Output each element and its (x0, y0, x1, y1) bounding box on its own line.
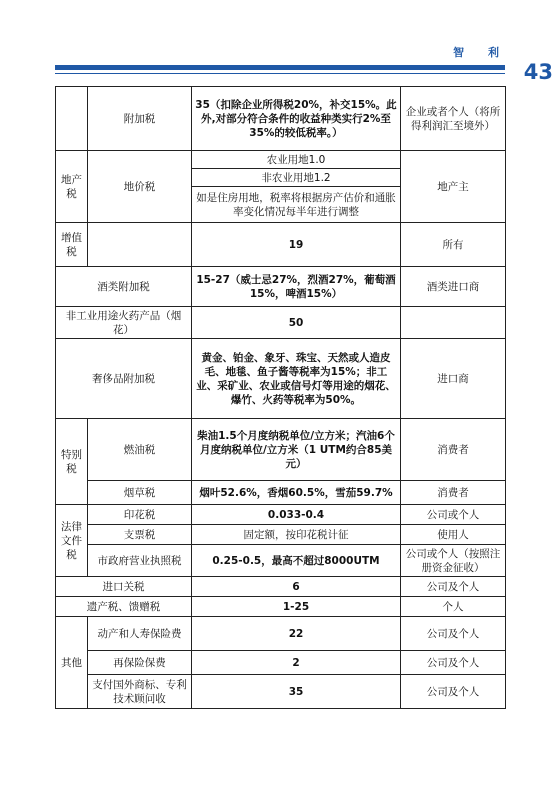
group-label-legal: 法律文件税 (56, 505, 88, 577)
table-row-land (56, 151, 506, 169)
tax-rate-land-agri: 农业用地1.0 (192, 151, 401, 169)
group-label-other: 其他 (56, 617, 88, 709)
tax-name-fuel: 燃油税 (88, 419, 192, 481)
tax-name-reinsurance: 再保险保费 (88, 651, 192, 675)
tax-name-liquor: 酒类附加税 (56, 267, 192, 307)
tax-rate-insurance: 22 (192, 617, 401, 651)
table-row-inherit (56, 597, 506, 617)
tax-name-stamp: 印花税 (88, 505, 192, 525)
tax-payer-insurance: 公司及个人 (401, 617, 506, 651)
page-number: 43 (523, 60, 553, 84)
tax-payer-royalty: 公司及个人 (401, 675, 506, 709)
header-title: 智 利 (453, 46, 509, 59)
tax-payer-stamp: 公司或个人 (401, 505, 506, 525)
header-rule-thick (55, 65, 505, 70)
tax-rate-land-nonagri: 非农业用地1.2 (192, 169, 401, 187)
table-row-vat (56, 223, 506, 267)
tax-rate-royalty: 35 (192, 675, 401, 709)
empty-cell (88, 223, 192, 267)
table-row-license (56, 545, 506, 577)
tax-payer-import: 公司及个人 (401, 577, 506, 597)
table-row-cheque (56, 525, 506, 545)
tax-rate-import: 6 (192, 577, 401, 597)
table-row-fireworks (56, 307, 506, 339)
tax-rate-surtax: 35（扣除企业所得税20%，补交15%。此外,对部分符合条件的收益种类实行2%至35%的较低税率。） (192, 87, 401, 151)
tax-payer-fireworks (401, 307, 506, 339)
table-row-surtax (56, 87, 506, 151)
tax-note-land: 如是住房用地，税率将根据房产估价和通胀率变化情况每半年进行调整 (192, 187, 401, 223)
tax-name-inherit: 遗产税、馈赠税 (56, 597, 192, 617)
group-label-special: 特别税 (56, 419, 88, 505)
tax-name-fireworks: 非工业用途火药产品（烟花） (56, 307, 192, 339)
tax-payer-reinsurance: 公司及个人 (401, 651, 506, 675)
tax-payer-tobacco: 消费者 (401, 481, 506, 505)
tax-rate-stamp: 0.033-0.4 (192, 505, 401, 525)
tax-name-license: 市政府营业执照税 (88, 545, 192, 577)
table-row-royalty (56, 675, 506, 709)
tax-payer-fuel: 消费者 (401, 419, 506, 481)
tax-name-tobacco: 烟草税 (88, 481, 192, 505)
tax-name-luxury: 奢侈品附加税 (56, 339, 192, 419)
tax-rate-license: 0.25-0.5，最高不超过8000UTM (192, 545, 401, 577)
tax-rate-inherit: 1-25 (192, 597, 401, 617)
tax-rate-vat: 19 (192, 223, 401, 267)
tax-payer-vat: 所有 (401, 223, 506, 267)
table-row-import (56, 577, 506, 597)
tax-name-surtax: 附加税 (88, 87, 192, 151)
tax-name-land: 地价税 (88, 151, 192, 223)
table-row-reinsurance (56, 651, 506, 675)
tax-rate-fireworks: 50 (192, 307, 401, 339)
header-rule-thin (55, 73, 505, 74)
table-row-insurance (56, 617, 506, 651)
tax-rate-reinsurance: 2 (192, 651, 401, 675)
tax-name-royalty: 支付国外商标、专利技术顾问收 (88, 675, 192, 709)
tax-rate-luxury: 黄金、铂金、象牙、珠宝、天然或人造皮毛、地毯、鱼子酱等税率为15%；非工业、采矿业、农业或信号灯等用途的烟花、爆竹、火药等税率为50%。 (192, 339, 401, 419)
tax-name-import: 进口关税 (56, 577, 192, 597)
tax-payer-liquor: 酒类进口商 (401, 267, 506, 307)
tax-payer-license: 公司或个人（按照注册资金征收） (401, 545, 506, 577)
tax-table (55, 86, 506, 709)
tax-payer-cheque: 使用人 (401, 525, 506, 545)
tax-name-cheque: 支票税 (88, 525, 192, 545)
tax-rate-liquor: 15-27（威士忌27%，烈酒27%，葡萄酒15%，啤酒15%） (192, 267, 401, 307)
table-row-liquor (56, 267, 506, 307)
group-label-vat: 增值税 (56, 223, 88, 267)
table-row-luxury (56, 339, 506, 419)
table-row-stamp (56, 505, 506, 525)
tax-payer-surtax: 企业或者个人（将所得利润汇至境外） (401, 87, 506, 151)
table-row-fuel (56, 419, 506, 481)
tax-rate-cheque: 固定额，按印花税计征 (192, 525, 401, 545)
tax-rate-tobacco: 烟叶52.6%，香烟60.5%，雪茄59.7% (192, 481, 401, 505)
empty-cell (56, 87, 88, 151)
tax-rate-fuel: 柴油1.5个月度纳税单位/立方米；汽油6个月度纳税单位/立方米（1 UTM约合85美元） (192, 419, 401, 481)
tax-payer-land: 地产主 (401, 151, 506, 223)
tax-payer-luxury: 进口商 (401, 339, 506, 419)
tax-name-insurance: 动产和人寿保险费 (88, 617, 192, 651)
group-label-land: 地产税 (56, 151, 88, 223)
table-row-tobacco (56, 481, 506, 505)
tax-payer-inherit: 个人 (401, 597, 506, 617)
